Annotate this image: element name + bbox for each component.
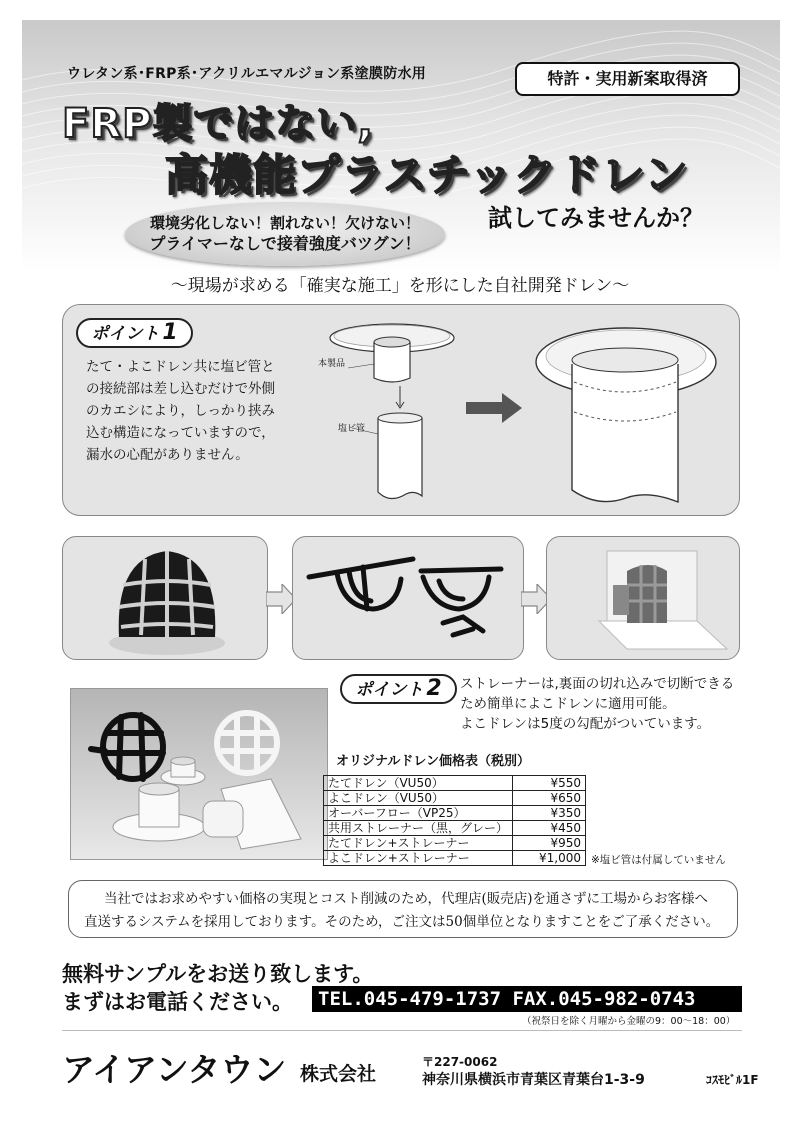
company-name: アイアンタウン — [62, 1050, 287, 1089]
tagline: 試してみませんか？ — [488, 204, 704, 232]
products-image — [71, 689, 327, 859]
table-cell-name: よこドレン（VU50） — [324, 791, 513, 806]
point1-line: 込む構造になっていますので， — [86, 425, 275, 441]
headline-line1: FRP製ではない, — [62, 101, 374, 147]
point1-line: たて・よこドレン共に塩ビ管と — [86, 359, 275, 375]
table-row — [324, 776, 586, 791]
price-table-title: オリジナルドレン価格表（税別） — [336, 754, 531, 769]
point1-line: の接続部は差し込むだけで外側 — [86, 381, 275, 397]
point2-line: よこドレンは5度の勾配がついています。 — [460, 716, 711, 732]
point1-line: のカエシにより，しっかり挟み — [86, 403, 275, 419]
tel-fax-bar[interactable]: TEL.045-479-1737 FAX.045-982-0743 — [312, 986, 742, 1012]
sample-offer-line2: まずはお電話ください。 — [62, 990, 293, 1014]
headline-line2: 高機能プラスチックドレン — [165, 151, 689, 201]
product-photo — [70, 688, 328, 860]
notice-line1: 当社ではお求めやすい価格の実現とコスト削減のため，代理店(販売店)を通さずに工場からお客様へ — [104, 891, 708, 907]
label-product: 本製品 — [318, 359, 346, 369]
point1-line: 漏水の心配がありません。 — [86, 447, 249, 463]
notice-line2: 直送するシステムを採用しております。そのため，ご注文は50個単位となりますことをご了承ください。 — [84, 914, 720, 930]
table-cell-name: たてドレン+ストレーナー — [324, 836, 513, 851]
patent-badge: 特許・実用新案取得済 — [515, 62, 740, 96]
table-cell-name: たてドレン（VU50） — [324, 776, 513, 791]
company-address: 神奈川県横浜市青葉区青葉台1-3-9 — [422, 1072, 645, 1088]
strainer-photo-1 — [62, 536, 268, 660]
arrow-right-icon — [466, 393, 522, 423]
table-cell-price: ¥450 — [513, 821, 586, 836]
table-cell-name: 共用ストレーナー（黒，グレー） — [324, 821, 513, 836]
table-cell-price: ¥550 — [513, 776, 586, 791]
building-name: ｺｽﾓﾋﾞﾙ1F — [706, 1073, 759, 1087]
lead-text: 〜現場が求める「確実な施工」を形にした自社開発ドレン〜 — [170, 276, 630, 296]
table-cell-price: ¥950 — [513, 836, 586, 851]
strainer-dome-image — [63, 537, 268, 660]
table-row — [324, 836, 586, 851]
label-pipe: 塩ビ管 — [338, 424, 366, 434]
drain-illustration-small — [310, 308, 470, 508]
price-table — [323, 775, 586, 866]
table-cell-price: ¥1,000 — [513, 851, 586, 866]
point2-text — [460, 674, 734, 734]
divider — [62, 1030, 742, 1031]
table-cell-price: ¥350 — [513, 806, 586, 821]
postal-code: 〒227-0062 — [422, 1055, 498, 1069]
point2-badge-label: ポイント — [355, 680, 424, 700]
point2-badge-number: 2 — [426, 676, 442, 701]
company-type: 株式会社 — [300, 1063, 377, 1085]
point2-badge — [340, 674, 457, 704]
table-cell-name: よこドレン+ストレーナー — [324, 851, 513, 866]
point1-badge-number: 1 — [162, 320, 178, 345]
point1-text — [86, 356, 302, 466]
table-cell-name: オーバーフロー（VP25） — [324, 806, 513, 821]
strainer-photo-3 — [546, 536, 740, 660]
strainer-cut-image — [293, 537, 524, 660]
table-row — [324, 791, 586, 806]
price-note: ※塩ビ管は付属していません — [591, 854, 726, 866]
point2-line: ため簡単によこドレンに適用可能。 — [460, 696, 676, 712]
strainer-photo-2 — [292, 536, 524, 660]
table-row — [324, 821, 586, 836]
business-hours: （祝祭日を除く月曜から金曜の9：00〜18：00） — [522, 1016, 736, 1027]
point2-line: ストレーナーは,裏面の切れ込みで切断できる — [460, 676, 735, 692]
bubble-line1: 環境劣化しない！割れない！欠けない！ — [149, 214, 420, 232]
point1-badge — [76, 318, 193, 348]
side-drain-image — [547, 537, 740, 660]
table-cell-price: ¥650 — [513, 791, 586, 806]
sample-offer-line1: 無料サンプルをお送り致します。 — [62, 962, 374, 986]
table-row — [324, 851, 586, 866]
table-row — [324, 806, 586, 821]
point1-badge-label: ポイント — [91, 324, 160, 344]
bubble-line2: プライマーなしで接着強度バツグン！ — [149, 234, 421, 253]
header-subtitle: ウレタン系･FRP系･アクリルエマルジョン系塗膜防水用 — [67, 66, 427, 82]
drain-illustration-large — [528, 312, 728, 508]
